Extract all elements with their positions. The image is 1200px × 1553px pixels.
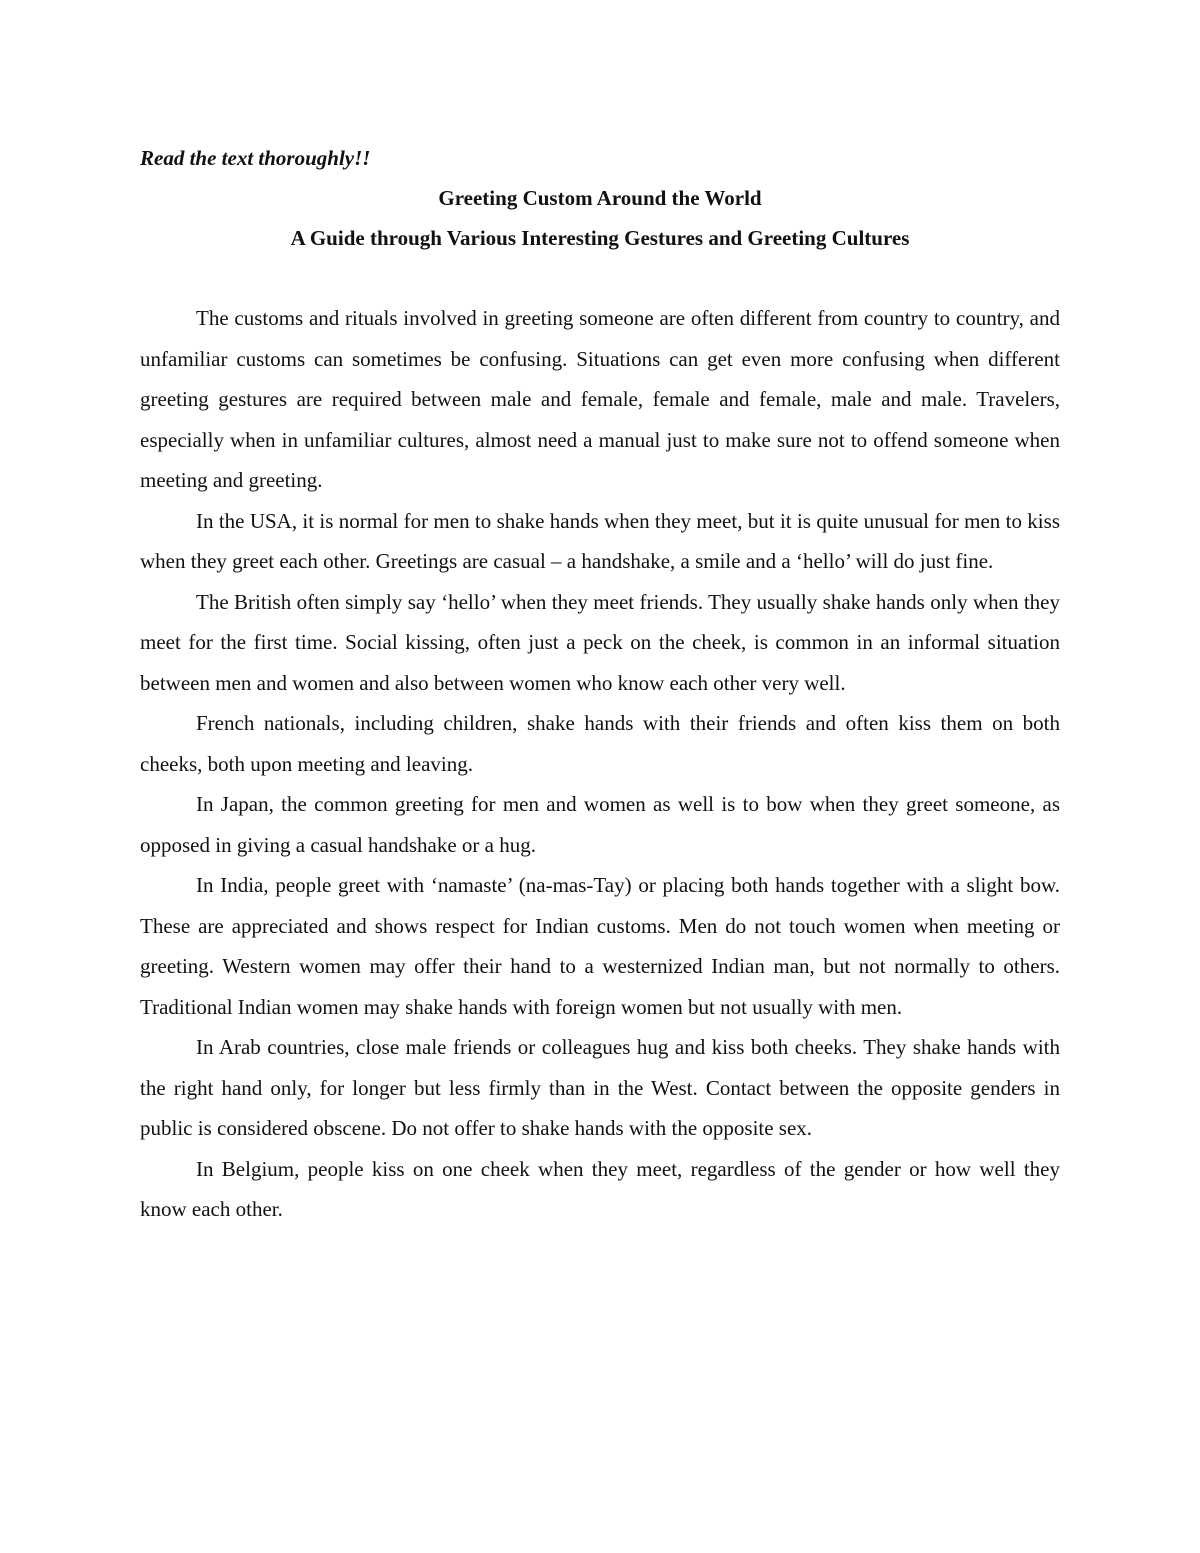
paragraph-usa: In the USA, it is normal for men to shake hands when they meet, but it is quite unusual for men to kiss when they greet each other. Greetings are casual – a handshake, a smile and a ‘hello’ will do just fine. [140,508,1060,573]
paragraph-intro: The customs and rituals involved in greeting someone are often different from country to country, and unfamiliar customs can sometimes be confusing. Situations can get even more confusing when different greeting gestures are required between male and female, female and female, male and male. Travelers, especially when in unfamiliar cultures, almost need a manual just to make sure not to offend someone when meeting and greeting. [140,306,1060,492]
document-page [140,138,1060,1230]
paragraph-britain: The British often simply say ‘hello’ when they meet friends. They usually shake hands only when they meet for the first time. Social kissing, often just a peck on the cheek, is common in an informal situation between men and women and also between women who know each other very well. [140,589,1060,695]
paragraph-india: In India, people greet with ‘namaste’ (na-mas-Tay) or placing both hands together with a slight bow. These are appreciated and shows respect for Indian customs. Men do not touch women when meeting or greeting. Western women may offer their hand to a westernized Indian man, but not normally to others. Traditional Indian women may shake hands with foreign women but not usually with men. [140,873,1060,1019]
paragraph-arab: In Arab countries, close male friends or colleagues hug and kiss both cheeks. They shake hands with the right hand only, for longer but less firmly than in the West. Contact between the opposite genders in public is considered obscene. Do not offer to shake hands with the opposite sex. [140,1035,1060,1140]
paragraph-belgium: In Belgium, people kiss on one cheek when they meet, regardless of the gender or how well they know each other. [140,1156,1060,1221]
document-subtitle: A Guide through Various Interesting Gestures and Greeting Cultures [290,226,910,250]
instruction-text: Read the text thoroughly!! [140,146,371,170]
document-title: Greeting Custom Around the World [438,186,762,210]
paragraph-france: French nationals, including children, shake hands with their friends and often kiss them on both cheeks, both upon meeting and leaving. [140,711,1060,776]
paragraph-japan: In Japan, the common greeting for men and women as well is to bow when they greet someone, as opposed in giving a casual handshake or a hug. [140,792,1060,857]
